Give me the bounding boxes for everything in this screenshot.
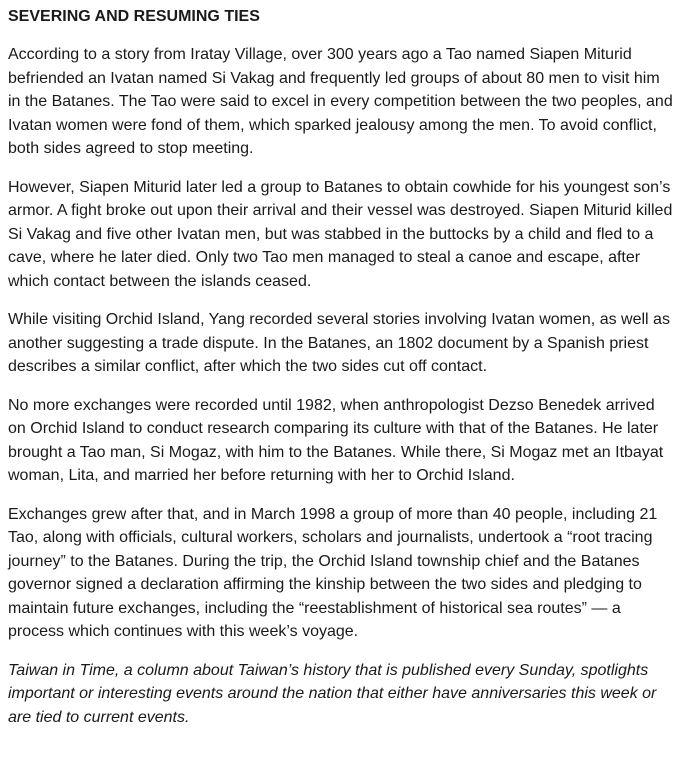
paragraph-3: While visiting Orchid Island, Yang recorded several stories involving Ivatan women, as well as another suggesting a trade dispute. In the Batanes, an 1802 document by a Spanish priest describes a similar conflict, after which the two sides cut off contact. (8, 311, 670, 375)
section-heading: SEVERING AND RESUMING TIES (8, 8, 260, 25)
paragraph-5: Exchanges grew after that, and in March 1998 a group of more than 40 people, including 21 Tao, along with officials, cultural workers, scholars and journalists, undertook a “root tracing journey” to the Batanes. During the trip, the Orchid Island township chief and the Batanes governor signed a declaration affirming the kinship between the two sides and pledging to maintain future exchanges, including the “reestablishment of historical sea routes” — a process which continues with this week’s voyage. (8, 505, 658, 640)
column-footer-note: Taiwan in Time, a column about Taiwan’s history that is published every Sunday, spotlights important or interesting events around the nation that either have anniversaries this week or are tied to current events. (8, 661, 657, 726)
paragraph-2: However, Siapen Miturid later led a group to Batanes to obtain cowhide for his youngest son’s armor. A fight broke out upon their arrival and their vessel was destroyed. Siapen Miturid killed Si Vakag and five other Ivatan men, but was stabbed in the buttocks by a child and fled to a cave, where he later died. Only two Tao men managed to steal a canoe and escape, after which contact between the islands ceased. (8, 178, 673, 290)
paragraph-1: According to a story from Iratay Village, over 300 years ago a Tao named Siapen Miturid befriended an Ivatan named Si Vakag and frequently led groups of about 80 men to visit him in the Batanes. The Tao were said to excel in every competition between the two peoples, and Ivatan women were fond of them, which sparked jealousy among the men. To avoid conflict, both sides agreed to stop meeting. (8, 46, 673, 157)
paragraph-4: No more exchanges were recorded until 1982, when anthropologist Dezso Benedek arrived on Orchid Island to conduct research comparing its culture with that of the Batanes. He later brought a Tao man, Si Mogaz, with him to the Batanes. While there, Si Mogaz met an Itbayat woman, Lita, and married her before returning with her to Orchid Island. (8, 396, 664, 484)
